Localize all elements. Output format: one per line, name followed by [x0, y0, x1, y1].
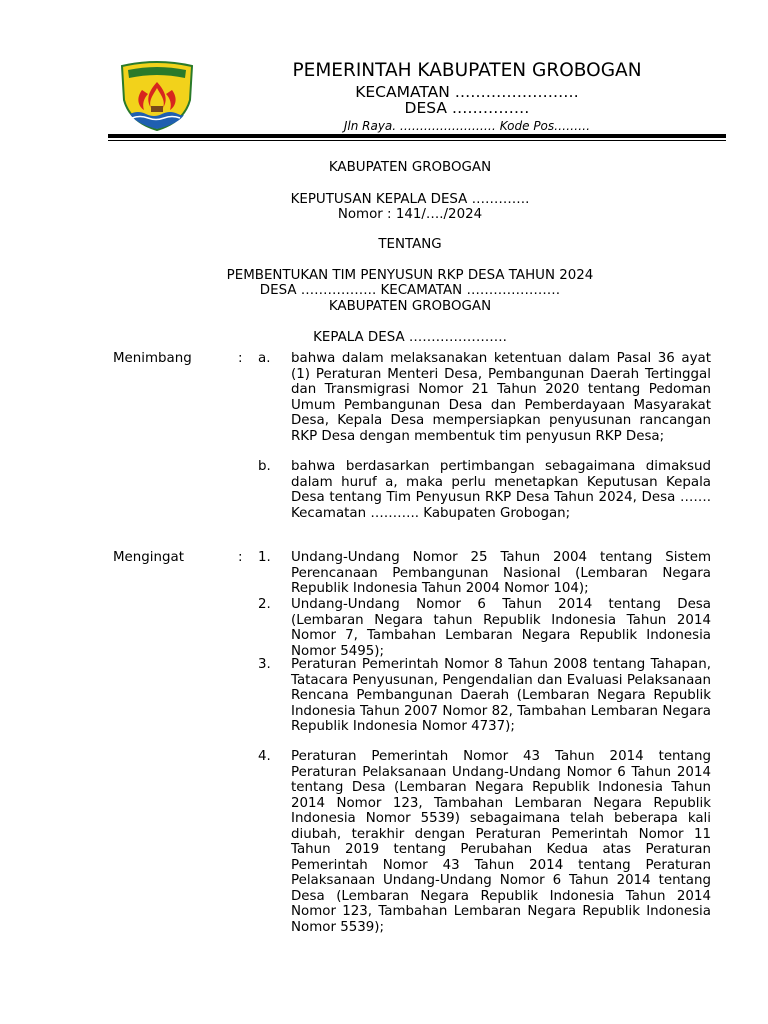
mengingat-item-marker: 3. [258, 657, 271, 672]
mengingat-item-text: Undang-Undang Nomor 6 Tahun 2014 tentang Desa (Lembaran Negara tahun Republik Indonesia Tahun 2014 Nomor 7, Tambahan Lembaran Negara Republik Indonesia Nomor 5495); [291, 597, 711, 659]
mengingat-item-text: Undang-Undang Nomor 25 Tahun 2004 tentang Sistem Perencanaan Pembangunan Nasional (Lembaran Negara Republik Indonesia Tahun 2004 Nomor 104); [291, 550, 711, 596]
decree-number: Nomor : 141/…./2024 [337, 207, 483, 222]
letterhead-divider-thick [108, 134, 726, 138]
letterhead-government: PEMERINTAH KABUPATEN GROBOGAN [292, 60, 642, 81]
mengingat-item-marker: 4. [258, 749, 271, 764]
menimbang-label: Menimbang [113, 351, 192, 366]
mengingat-label: Mengingat [113, 550, 184, 565]
letterhead-village: DESA …………… [404, 99, 530, 117]
signer-heading: KEPALA DESA …………………. [313, 330, 507, 345]
regency-heading: KABUPATEN GROBOGAN [328, 160, 492, 175]
menimbang-item-text: bahwa berdasarkan pertimbangan sebagaimana dimaksud dalam huruf a, maka perlu menetapkan Keputusan Kepala Desa tentang Tim Penyusun RKP Desa Tahun 2024, Desa ……. Kecamatan ……….. Kabupaten Grobogan; [291, 459, 711, 521]
menimbang-item-marker: b. [258, 459, 271, 474]
letterhead-district: KECAMATAN …………………… [355, 83, 579, 101]
about-heading: TENTANG [378, 237, 442, 252]
grobogan-regency-emblem-icon [118, 60, 196, 132]
mengingat-item-marker: 1. [258, 550, 271, 565]
mengingat-item-text: Peraturan Pemerintah Nomor 43 Tahun 2014 tentang Peraturan Pelaksanaan Undang-Undang Nomor 6 Tahun 2014 tentang Desa (Lembaran Negara Republik Indonesia Tahun 2014 Nomor 123, Tambahan Lembaran Negara Republik Indonesia Nomor 5539) sebagaimana telah beberapa kali diubah, terakhir dengan Peraturan Pemerintah Nomor 11 Tahun 2019 tentang Perubahan Kedua atas Peraturan Pemerintah Nomor 43 Tahun 2014 tentang Peraturan Pelaksanaan Undang-Undang Nomor 6 Tahun 2014 tentang Desa (Lembaran Negara Republik Indonesia Tahun 2014 Nomor 123, Tambahan Lembaran Negara Republik Indonesia Nomor 5539); [291, 749, 711, 935]
mengingat-item-text: Peraturan Pemerintah Nomor 8 Tahun 2008 tentang Tahapan, Tatacara Penyusunan, Pengendalian dan Evaluasi Pelaksanaan Rencana Pembangunan Daerah (Lembaran Negara Republik Indonesia Tahun 2007 Nomor 82, Tambahan Lembaran Negara Republik Indonesia Nomor 4737); [291, 657, 711, 734]
decree-heading: KEPUTUSAN KEPALA DESA …………. [290, 192, 530, 207]
subject-line-1: PEMBENTUKAN TIM PENYUSUN RKP DESA TAHUN 2024 [226, 268, 594, 283]
subject-line-3: KABUPATEN GROBOGAN [328, 299, 492, 314]
subject-line-2: DESA …………….. KECAMATAN ………………… [259, 283, 561, 298]
menimbang-item-text: bahwa dalam melaksanakan ketentuan dalam Pasal 36 ayat (1) Peraturan Menteri Desa, Pembangunan Daerah Tertinggal dan Transmigrasi Nomor 21 Tahun 2020 tentang Pedoman Umum Pembangunan Desa dan Pemberdayaan Masyarakat Desa, Kepala Desa mempersiapkan penyusunan rancangan RKP Desa dengan membentuk tim penyusun RKP Desa; [291, 351, 711, 444]
letterhead-address: Jln Raya. …………………… Kode Pos……… [343, 119, 591, 133]
mengingat-colon: : [238, 550, 243, 565]
letterhead-divider-thin [108, 140, 726, 141]
mengingat-item-marker: 2. [258, 597, 271, 612]
menimbang-colon: : [238, 351, 243, 366]
menimbang-item-marker: a. [258, 351, 271, 366]
